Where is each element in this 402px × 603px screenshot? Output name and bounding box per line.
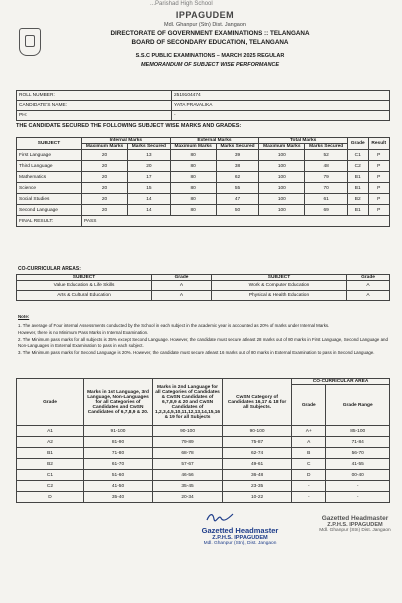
- subject-result: P: [368, 150, 390, 161]
- state-emblem-icon: [19, 28, 41, 56]
- gs-range-1: 81-90: [84, 437, 153, 448]
- notes-label: Note:: [18, 314, 30, 319]
- marks-table: [16, 137, 390, 227]
- gs-co-range: -: [326, 492, 390, 503]
- external-max: 80: [170, 183, 216, 194]
- col-external-secured: Marks Secured: [216, 144, 259, 150]
- external-secured: 55: [216, 183, 259, 194]
- left-stamp-address: Mdl. Ghanpur (Stn), Dist. Jangaon: [203, 541, 277, 546]
- note-2: 2. The Minimum pass marks for all subjects is 35% except Second Language. However, the candidate must secure atleast 28 marks out of 80 marks in First Language, Second Language and Non-Languages in External Examination to pass in each subject.: [18, 337, 388, 348]
- col-total-max: Maximum Marks: [259, 144, 305, 150]
- gs-range-1: 51-60: [84, 470, 153, 481]
- total-secured: 48: [305, 161, 348, 172]
- left-stamp-school: Z.P.H.S. IPPAGUDEM: [212, 535, 268, 541]
- gs-range-3: 23-35: [223, 481, 292, 492]
- ph-value: -: [172, 111, 390, 121]
- co-grade: A: [347, 291, 390, 301]
- final-result-label: FINAL RESULT:: [17, 216, 82, 227]
- subject-name: Science: [17, 183, 82, 194]
- subject-grade: B1: [347, 183, 368, 194]
- internal-max: 20: [82, 150, 128, 161]
- subject-grade: C2: [347, 161, 368, 172]
- table-row: [17, 172, 390, 183]
- table-row: [17, 183, 390, 194]
- gs-co-grade: A+: [292, 426, 326, 437]
- gs-grade: C2: [17, 481, 84, 492]
- col-internal: Internal Marks: [82, 138, 171, 144]
- external-max: 80: [170, 194, 216, 205]
- gs-range-2: 46-56: [153, 470, 223, 481]
- table-row: [17, 291, 390, 301]
- subject-result: P: [368, 161, 390, 172]
- col-external: External Marks: [170, 138, 259, 144]
- subject-name: Social Studies: [17, 194, 82, 205]
- external-max: 80: [170, 150, 216, 161]
- internal-max: 20: [82, 172, 128, 183]
- total-secured: 69: [305, 205, 348, 216]
- headmaster-stamp-left: [180, 526, 300, 546]
- col-grade: Grade: [347, 138, 368, 150]
- subject-name: First Language: [17, 150, 82, 161]
- gs-range-1: 41-50: [84, 481, 153, 492]
- col-result: Result: [368, 138, 390, 150]
- gs-co-range: 71-84: [326, 437, 390, 448]
- table-row: [17, 492, 390, 503]
- gs-range-1: 91-100: [84, 426, 153, 437]
- external-max: 80: [170, 161, 216, 172]
- gs-co-range: -: [326, 481, 390, 492]
- subject-grade: B1: [347, 172, 368, 183]
- external-secured: 38: [216, 161, 259, 172]
- subject-name: Mathematics: [17, 172, 82, 183]
- gs-co-range: 41-55: [326, 459, 390, 470]
- gs-col-cwsn: CwSN Category of Candidates 16,17 & 18 for all Subjects.: [223, 379, 292, 426]
- gs-range-2: 68-78: [153, 448, 223, 459]
- co-grade: A: [347, 281, 390, 291]
- gs-co-grade: B: [292, 448, 326, 459]
- internal-max: 20: [82, 183, 128, 194]
- co-col-grade-1: Grade: [152, 275, 212, 281]
- memo-title: MEMORANDUM OF SUBJECT WISE PERFORMANCE: [140, 62, 280, 68]
- co-grade: A: [152, 291, 212, 301]
- gs-range-2: 57-67: [153, 459, 223, 470]
- gs-range-1: 71-80: [84, 448, 153, 459]
- total-max: 100: [259, 150, 305, 161]
- co-col-subject-1: SUBJECT: [17, 275, 152, 281]
- right-stamp-address: Mdl. Ghanpur (Stn) Dist. Jangaon: [319, 528, 391, 533]
- total-max: 100: [259, 172, 305, 183]
- gs-col-languages: Marks in 1st Language, 3rd Language, Non-Languages for all Categories of Candidates and CwSN Candidates of 6,7,8,9 & 20.: [84, 379, 153, 426]
- co-subject: Arts & Cultural Education: [17, 291, 152, 301]
- gs-col-cocurricular: CO-CURRICULAR AREA: [292, 379, 390, 385]
- right-stamp-title: Gazetted Headmaster: [321, 515, 389, 522]
- subject-result: P: [368, 194, 390, 205]
- total-secured: 52: [305, 150, 348, 161]
- co-col-grade-2: Grade: [347, 275, 390, 281]
- gs-range-3: 10-22: [223, 492, 292, 503]
- col-internal-secured: Marks Secured: [128, 144, 171, 150]
- table-row: [17, 448, 390, 459]
- candidate-info-table: [16, 90, 390, 121]
- gs-col-co-range: Grade Range: [326, 385, 390, 426]
- gs-range-3: 90-100: [223, 426, 292, 437]
- subject-name: Third Language: [17, 161, 82, 172]
- internal-max: 20: [82, 194, 128, 205]
- gs-grade: B1: [17, 448, 84, 459]
- col-internal-max: Maximum Marks: [82, 144, 128, 150]
- table-row: [17, 470, 390, 481]
- total-secured: 61: [305, 194, 348, 205]
- subject-grade: B1: [347, 205, 368, 216]
- gs-co-grade: A: [292, 437, 326, 448]
- gs-grade: A2: [17, 437, 84, 448]
- ph-label: PH:: [17, 111, 172, 121]
- note-1: 1. The average of Four internal Assessments conducted by the School in each subject in the academic year is accounted as 20% of marks under Internal Marks.: [18, 323, 330, 328]
- gs-range-2: 79-89: [153, 437, 223, 448]
- gs-grade: A1: [17, 426, 84, 437]
- total-secured: 79: [305, 172, 348, 183]
- subject-result: P: [368, 205, 390, 216]
- total-secured: 70: [305, 183, 348, 194]
- grade-scale-table: [16, 378, 390, 503]
- table-row: [17, 481, 390, 492]
- internal-secured: 13: [128, 150, 171, 161]
- table-row: [17, 161, 390, 172]
- directorate-title: DIRECTORATE OF GOVERNMENT EXAMINATIONS :: TELANGANA: [110, 30, 310, 37]
- note-3: 3. The Minimum pass marks for Second Language is 20%. However, the candidate must secure atleast 16 marks out of 80 marks in External Examination to pass in Second Language.: [18, 350, 375, 355]
- internal-secured: 20: [128, 161, 171, 172]
- internal-max: 20: [82, 161, 128, 172]
- gs-grade: B2: [17, 459, 84, 470]
- gs-range-3: 36-48: [223, 470, 292, 481]
- gs-range-2: 35-45: [153, 481, 223, 492]
- gs-col-second-language: Marks in 2nd Language for all Categories of Candidates & CwSN Candidates of 6,7,8,9 & 20 and CwSN Candidates of 1,2,3,4,5,10,11,12,13,14,15,16 & 19 for all Subjects: [153, 379, 223, 426]
- external-max: 80: [170, 205, 216, 216]
- internal-secured: 14: [128, 194, 171, 205]
- gs-col-co-grade: Grade: [292, 385, 326, 426]
- gs-co-range: 85-100: [326, 426, 390, 437]
- stamp-top-text: ...Parishad High School: [150, 1, 213, 7]
- school-stamp-name: IPPAGUDEM: [175, 10, 235, 20]
- subject-name: Second Language: [17, 205, 82, 216]
- external-secured: 39: [216, 150, 259, 161]
- gs-range-1: 35-40: [84, 492, 153, 503]
- gs-grade: C1: [17, 470, 84, 481]
- name-value: YATA PRAVALIKA: [172, 101, 390, 111]
- co-subject: Value Education & Life Skills: [17, 281, 152, 291]
- final-result-value: PASS: [82, 216, 390, 227]
- internal-max: 20: [82, 205, 128, 216]
- gs-co-grade: D: [292, 470, 326, 481]
- notes-section: [18, 314, 388, 357]
- internal-secured: 14: [128, 205, 171, 216]
- gs-range-1: 61-70: [84, 459, 153, 470]
- gs-co-range: 00-40: [326, 470, 390, 481]
- co-subject: Physical & Health Education: [212, 291, 347, 301]
- roll-value: 2519104474: [172, 91, 390, 101]
- gs-range-2: 90-100: [153, 426, 223, 437]
- gs-range-3: 75-87: [223, 437, 292, 448]
- table-row: [17, 426, 390, 437]
- co-col-subject-2: SUBJECT: [212, 275, 347, 281]
- subject-grade: B2: [347, 194, 368, 205]
- subject-result: P: [368, 172, 390, 183]
- total-max: 100: [259, 205, 305, 216]
- cocurricular-table: [16, 274, 390, 301]
- exam-title: S.S.C PUBLIC EXAMINATIONS – MARCH 2025 REGULAR: [135, 53, 285, 59]
- internal-secured: 15: [128, 183, 171, 194]
- marks-section-title: THE CANDIDATE SECURED THE FOLLOWING SUBJECT WISE MARKS AND GRADES:: [16, 123, 242, 129]
- external-secured: 50: [216, 205, 259, 216]
- gs-range-3: 49-61: [223, 459, 292, 470]
- gs-range-3: 62-74: [223, 448, 292, 459]
- gs-co-range: 56-70: [326, 448, 390, 459]
- note-1b: However, there is no Minimum Pass Marks in Internal Examination.: [18, 330, 149, 335]
- table-row: [17, 437, 390, 448]
- cocurricular-title: CO-CURRICULAR AREAS:: [18, 266, 81, 272]
- table-row: [17, 150, 390, 161]
- left-stamp-title: Gazetted Headmaster: [201, 526, 279, 535]
- co-subject: Work & Computer Education: [212, 281, 347, 291]
- table-row: [17, 281, 390, 291]
- gs-range-2: 20-34: [153, 492, 223, 503]
- subject-grade: C1: [347, 150, 368, 161]
- gs-grade: D: [17, 492, 84, 503]
- handwritten-signature-icon: [205, 511, 235, 523]
- school-stamp-address: Mdl. Ghanpur (Stn) Dist. Jangaon: [164, 22, 246, 28]
- total-max: 100: [259, 183, 305, 194]
- col-total: Total Marks: [259, 138, 348, 144]
- col-external-max: Maximum Marks: [170, 144, 216, 150]
- board-title: BOARD OF SECONDARY EDUCATION, TELANGANA: [131, 39, 289, 46]
- total-max: 100: [259, 194, 305, 205]
- external-secured: 47: [216, 194, 259, 205]
- gs-col-grade: Grade: [17, 379, 84, 426]
- gs-co-grade: C: [292, 459, 326, 470]
- total-max: 100: [259, 161, 305, 172]
- table-row: [17, 459, 390, 470]
- col-subject: SUBJECT: [17, 138, 82, 150]
- gs-co-grade: -: [292, 492, 326, 503]
- external-secured: 62: [216, 172, 259, 183]
- co-grade: A: [152, 281, 212, 291]
- table-row: [17, 194, 390, 205]
- subject-result: P: [368, 183, 390, 194]
- roll-label: ROLL NUMBER:: [17, 91, 172, 101]
- col-total-secured: Marks Secured: [305, 144, 348, 150]
- internal-secured: 17: [128, 172, 171, 183]
- name-label: CANDIDATE'S NAME:: [17, 101, 172, 111]
- gs-co-grade: -: [292, 481, 326, 492]
- right-stamp-school: Z.P.H.S. IPPAGUDEM: [327, 522, 383, 528]
- external-max: 80: [170, 172, 216, 183]
- headmaster-stamp-right: [310, 515, 400, 533]
- table-row: [17, 205, 390, 216]
